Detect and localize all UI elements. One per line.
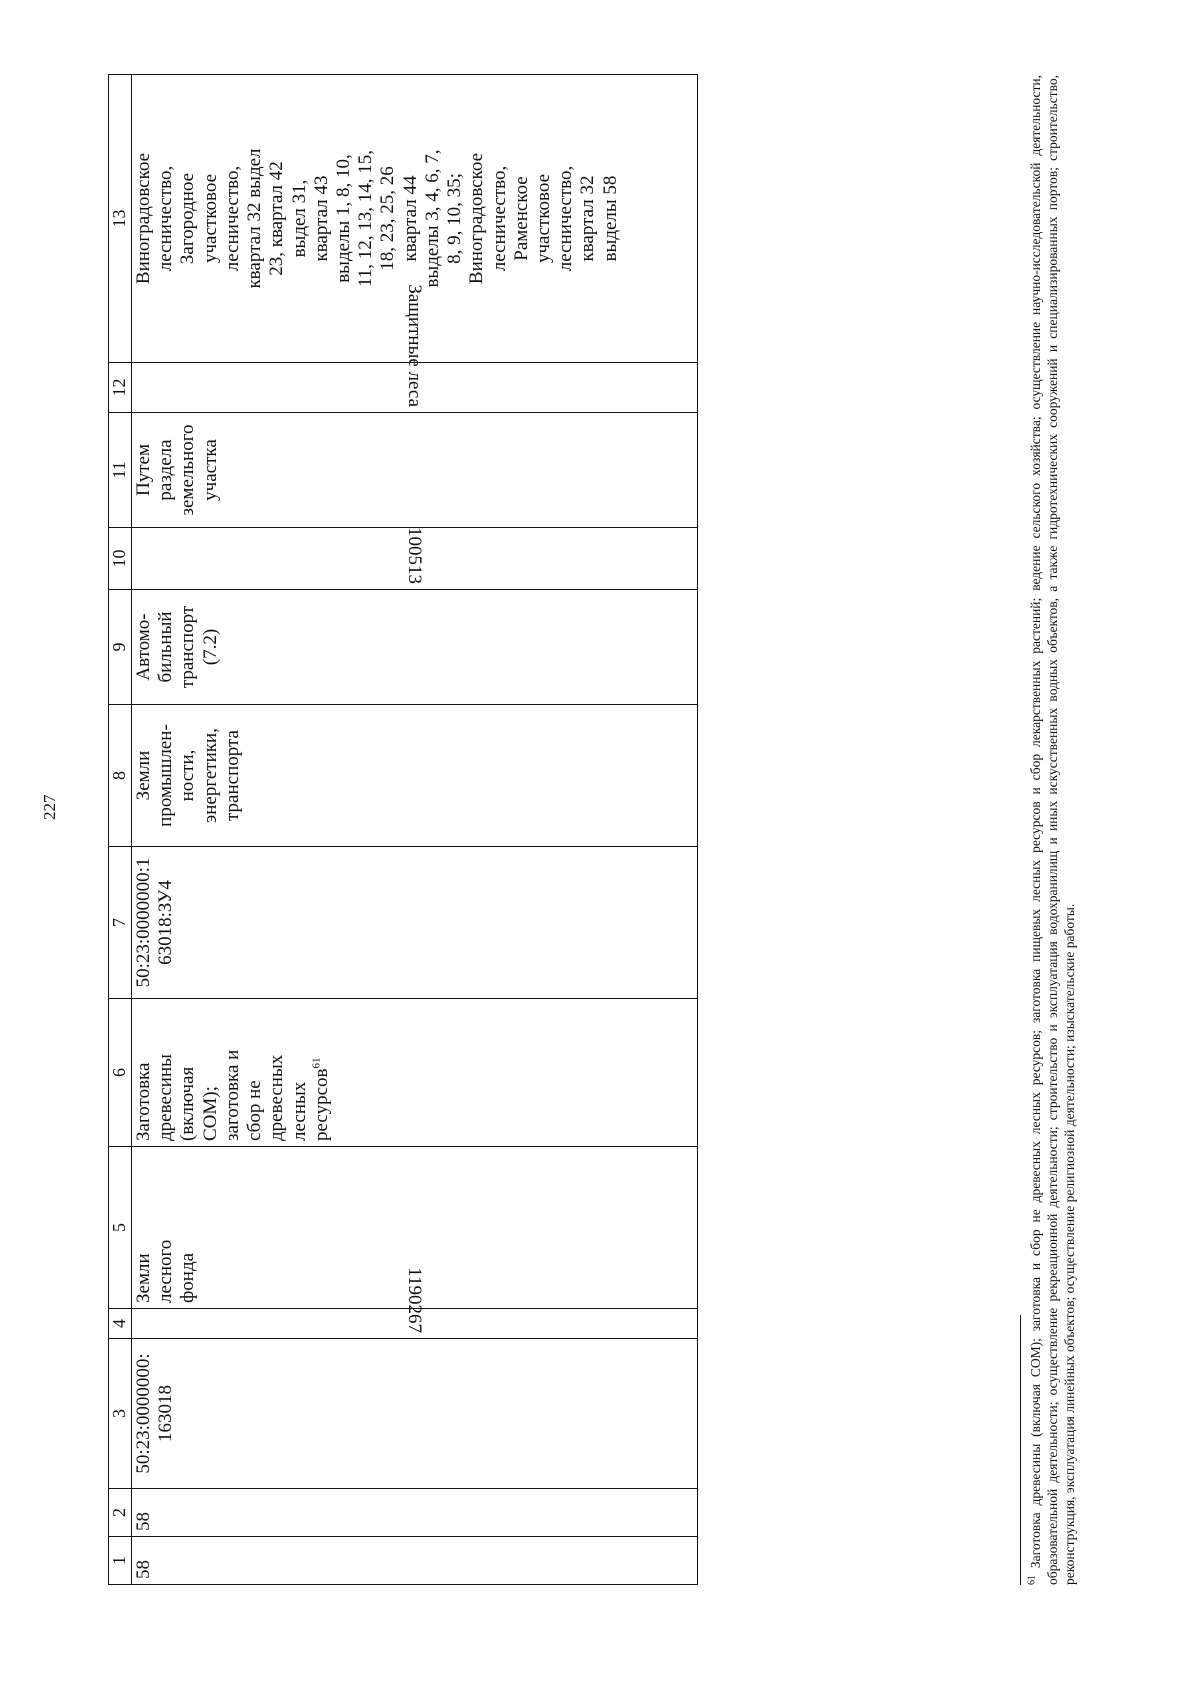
cell-new-cadastral-number: 50:23:0000000:1 63018:ЗУ4 <box>132 847 698 999</box>
column-number-1: 1 <box>109 1537 132 1585</box>
cell-formation-method: Путем раздела земельного участка <box>132 413 698 528</box>
column-number-8: 8 <box>109 705 132 847</box>
footnote-text: Заготовка древесины (включая СОМ); заготовка и сбор не древесных лесных ресурсов; заготовка пищевых лесных ресурсов и сбор лекарственных растений; ведение сельского хозяйства; осуществление научно-исследовательской деятельности, образовательной деятельности; осуществление рекреационной деятельности; строительство и эксплуатация водохранилищ и иных искусственных водных объектов, а также гидротехнических сооружений и специализированных портов; строительство, реконструкция, эксплуатация линейных объектов; осуществление религиозной деятельности; изыскательские работы. <box>1028 75 1077 1585</box>
footnote-reference: 61 <box>310 1057 323 1069</box>
column-number-11: 11 <box>109 413 132 528</box>
column-number-10: 10 <box>109 528 132 590</box>
table-row <box>132 75 698 1585</box>
cell-permitted-use: Заготовка древесины (включая СОМ); заготовка и сбор не древесных лесных ресурсов$^{61}$ <box>132 999 698 1147</box>
land-plot-table <box>108 74 698 1585</box>
column-number-13: 13 <box>109 75 132 363</box>
cell-cadastral-number: 50:23:0000000: 163018 <box>132 1339 698 1489</box>
column-number-4: 4 <box>109 1309 132 1339</box>
column-number-12: 12 <box>109 363 132 413</box>
column-number-5: 5 <box>109 1147 132 1309</box>
cell-row-number: 58 <box>132 1537 698 1585</box>
cell-new-land-category: Земли промышлен- ности, энергетики, транспорта <box>132 705 698 847</box>
page-number: 227 <box>40 794 59 820</box>
cell-land-category: Земли лесного фонда <box>132 1147 698 1309</box>
cell-plot-number: 58 <box>132 1489 698 1537</box>
column-number-2: 2 <box>109 1489 132 1537</box>
footnote-marker: 61 <box>1026 1575 1038 1585</box>
cell-new-permitted-use: Автомо- бильный транспорт (7.2) <box>132 590 698 705</box>
column-number-7: 7 <box>109 847 132 999</box>
cell-forestry-location: Виноградовское лесничество, Загородное участковое лесничество, квартал 32 выдел 23, квартал 42 выдел 31, квартал 43 выделы 1, 8, 10, 11, 12, 13, 14, 15, 18, 23, 25, 26 квартал 44 выделы 3, 4, 6, 7, 8, 9, 10, 35; Виноградовское лесничество, Раменское участковое лесничество, квартал 32 выделы 58 <box>132 75 698 363</box>
column-number-row <box>109 75 132 1585</box>
footnote-separator <box>1020 1315 1021 1585</box>
cell-new-area: 100513 <box>132 528 698 590</box>
cell-area: 1190267 <box>132 1309 698 1339</box>
cell-forest-category: Защитные леса <box>132 363 698 413</box>
footnote <box>1028 75 1079 1585</box>
column-number-3: 3 <box>109 1339 132 1489</box>
column-number-6: 6 <box>109 999 132 1147</box>
rotated-page-content <box>108 75 1077 1585</box>
column-number-9: 9 <box>109 590 132 705</box>
